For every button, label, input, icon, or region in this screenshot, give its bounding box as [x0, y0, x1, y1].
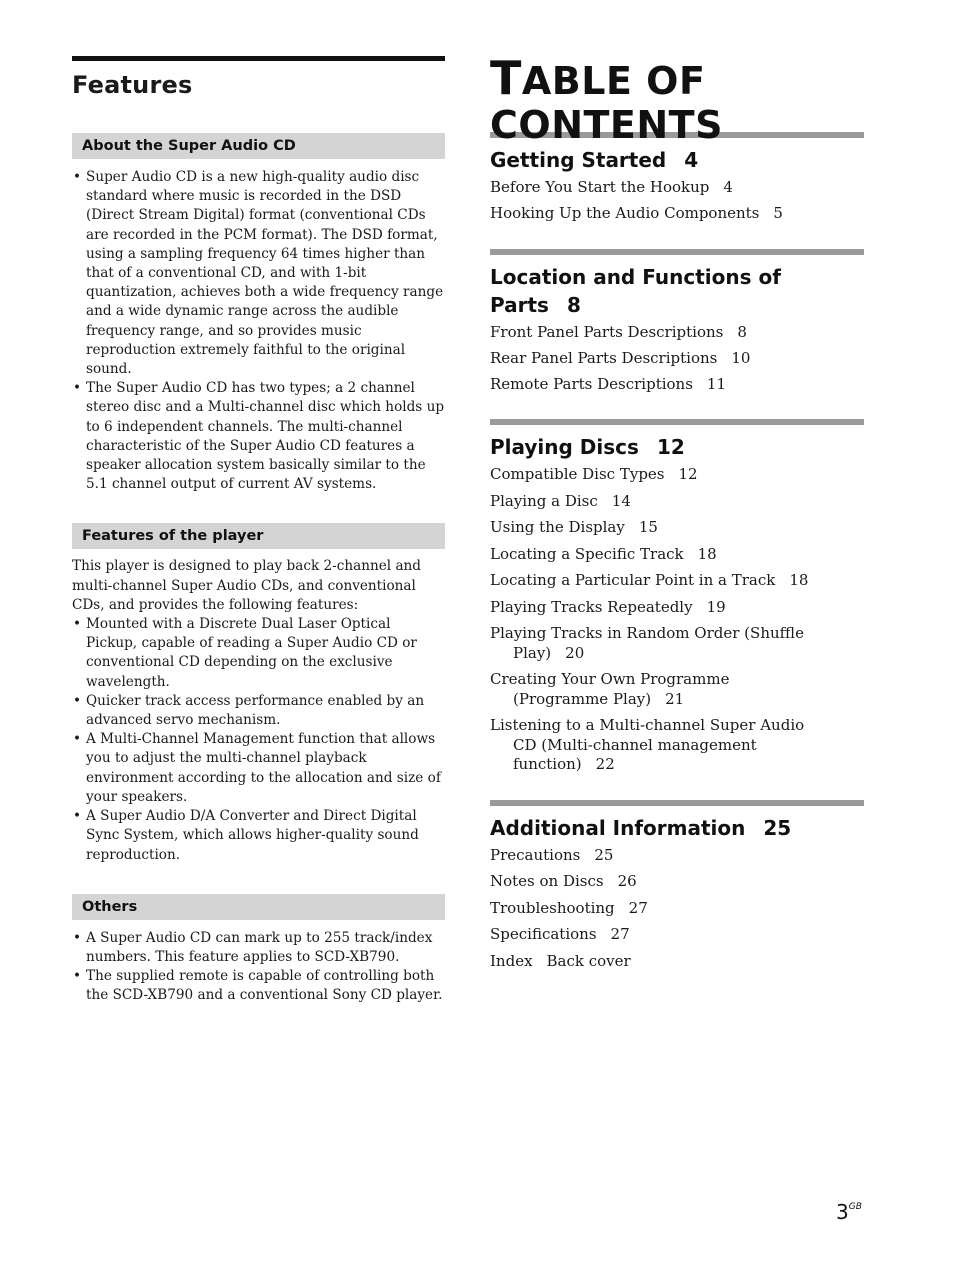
- section-heading-features-of-player: Features of the player: [72, 523, 445, 549]
- player-intro-text: This player is designed to play back 2-channel and multi-channel Super Audio CDs, and conventional CDs, and provides the following features:: [72, 558, 422, 613]
- toc-entry-page: 11: [706, 374, 727, 393]
- toc-entry: [490, 492, 864, 512]
- toc-entry: [490, 716, 864, 775]
- toc-section-playing-discs: [490, 419, 864, 775]
- toc-entry-text: Locating a Particular Point in a Track: [490, 571, 776, 589]
- toc-entry-text: Index: [490, 951, 533, 970]
- toc-entry: [490, 598, 864, 618]
- toc-entry-page: 18: [697, 544, 717, 563]
- toc-entry-page: 26: [617, 872, 637, 890]
- toc-entry-page: 15: [638, 518, 658, 536]
- toc-section-rule: [490, 800, 864, 806]
- toc-title-initial: T: [490, 51, 522, 105]
- toc-section-heading: [490, 146, 864, 174]
- toc-heading-page: 8: [566, 292, 581, 317]
- toc-entry-page: 14: [611, 491, 631, 510]
- features-section-about: [72, 133, 445, 494]
- toc-entry: [490, 204, 864, 224]
- toc-section-rule: [490, 419, 864, 425]
- features-column: [72, 56, 445, 1006]
- toc-entry-page: 10: [731, 348, 751, 367]
- toc-heading-page: 4: [684, 148, 699, 172]
- toc-heading-text: Additional Information: [490, 815, 746, 840]
- toc-entry-page: 8: [737, 322, 747, 341]
- toc-entry: [490, 375, 864, 395]
- toc-entry: [490, 899, 864, 919]
- toc-entry-text: Using the Display: [490, 518, 625, 536]
- toc-section-getting-started: [490, 132, 864, 224]
- toc-entry: [490, 925, 864, 945]
- toc-heading-page: 25: [763, 815, 792, 840]
- toc-section-additional-information: [490, 800, 864, 972]
- toc-entry-text: Troubleshooting: [490, 898, 615, 917]
- toc-entry: [490, 349, 864, 369]
- page-number: [836, 1200, 862, 1224]
- toc-entry-text: Hooking Up the Audio Components: [490, 204, 760, 222]
- toc-entry-page: 25: [594, 845, 614, 864]
- others-bullet-list: [72, 929, 445, 1006]
- toc-entry-text: Precautions: [490, 845, 581, 864]
- toc-entry-text: Creating Your Own Programme (Programme Play): [490, 670, 730, 708]
- page-number-suffix: GB: [848, 1202, 862, 1212]
- toc-entry-page: 21: [665, 689, 685, 708]
- player-bullet-list: [72, 615, 445, 865]
- features-top-rule: [72, 56, 445, 61]
- toc-entry-page: Back cover: [546, 951, 631, 970]
- toc-entry: [490, 872, 864, 892]
- toc-entry-page: 4: [723, 178, 733, 196]
- toc-entry: [490, 518, 864, 538]
- toc-entry: [490, 465, 864, 485]
- toc-entry: [490, 952, 864, 972]
- toc-heading-page: 12: [656, 435, 685, 459]
- toc-entry: [490, 178, 864, 198]
- section-heading-about-super-audio-cd: About the Super Audio CD: [72, 133, 445, 159]
- toc-heading-text: Getting Started: [490, 148, 667, 172]
- toc-entry-text: Remote Parts Descriptions: [490, 374, 693, 393]
- toc-entry-text: Playing Tracks in Random Order (Shuffle Play): [490, 624, 804, 662]
- list-item: • Quicker track access performance enabled by an advanced servo mechanism.: [72, 692, 445, 730]
- toc-entry-text: Compatible Disc Types: [490, 465, 665, 483]
- toc-section-rule: [490, 249, 864, 255]
- toc-entry-page: 20: [565, 643, 585, 662]
- toc-entry-text: Rear Panel Parts Descriptions: [490, 348, 718, 367]
- list-item: • The Super Audio CD has two types; a 2 channel stereo disc and a Multi-channel disc which holds up to 6 independent channels. The multi-channel characteristic of the Super Audio CD features a speaker allocation system basically similar to the 5.1 channel output of current AV systems.: [72, 379, 445, 494]
- toc-column: [490, 51, 864, 971]
- toc-section-location-functions: [490, 249, 864, 395]
- toc-entry-text: Notes on Discs: [490, 872, 604, 890]
- list-item: • Mounted with a Discrete Dual Laser Optical Pickup, capable of reading a Super Audio CD or conventional CD depending on the exclusive wavelength.: [72, 615, 445, 692]
- features-title: Features: [72, 71, 193, 99]
- list-item: • A Super Audio CD can mark up to 255 track/index numbers. This feature applies to SCD-XB790.: [72, 929, 445, 967]
- toc-heading-text: Location and Functions of Parts: [490, 264, 781, 317]
- toc-entry-page: 12: [678, 465, 698, 483]
- toc-entry-page: 27: [628, 898, 648, 917]
- list-item: • A Multi-Channel Management function that allows you to adjust the multi-channel playback environment according to the allocation and size of your speakers.: [72, 730, 445, 807]
- toc-section-heading: [490, 814, 864, 842]
- toc-entry: [490, 846, 864, 866]
- list-item: • Super Audio CD is a new high-quality audio disc standard where music is recorded in the DSD (Direct Stream Digital) format (conventional CDs are recorded in the PCM format). The DSD format, using a sampling frequency 64 times higher than that of a conventional CD, and with 1-bit quantization, achieves both a wide frequency range and a wide dynamic range across the audible frequency range, and so provides music reproduction extremely faithful to the original sound.: [72, 168, 445, 379]
- toc-title: [490, 51, 864, 147]
- features-section-player: [72, 523, 445, 864]
- toc-entry: [490, 670, 864, 709]
- toc-entry-page: 19: [706, 597, 726, 616]
- toc-entry-text: Playing Tracks Repeatedly: [490, 597, 693, 616]
- page-number-value: 3: [836, 1200, 849, 1224]
- features-section-others: [72, 894, 445, 1006]
- toc-section-heading: [490, 433, 864, 461]
- toc-heading-text: Playing Discs: [490, 435, 639, 459]
- toc-entry-page: 18: [789, 571, 809, 589]
- toc-entry-page: 27: [610, 925, 630, 943]
- section-heading-others: Others: [72, 894, 445, 920]
- toc-entry: [490, 624, 864, 663]
- toc-entry-text: Playing a Disc: [490, 491, 598, 510]
- list-item: • A Super Audio D/A Converter and Direct Digital Sync System, which allows higher-quality sound reproduction.: [72, 807, 445, 865]
- toc-entry-text: Front Panel Parts Descriptions: [490, 322, 724, 341]
- toc-title-rest: ABLE OF CONTENTS: [490, 59, 723, 147]
- toc-entry-page: 22: [595, 755, 615, 773]
- toc-entry-text: Listening to a Multi-channel Super Audio CD (Multi-channel management function): [490, 716, 805, 773]
- toc-entry-text: Locating a Specific Track: [490, 544, 684, 563]
- toc-entry-text: Before You Start the Hookup: [490, 178, 710, 196]
- toc-entry-page: 5: [773, 204, 783, 222]
- toc-entry: [490, 323, 864, 343]
- toc-entry: [490, 545, 864, 565]
- toc-entry-text: Specifications: [490, 925, 597, 943]
- list-item: • The supplied remote is capable of controlling both the SCD-XB790 and a conventional Sony CD player.: [72, 967, 445, 1005]
- toc-section-heading: [490, 263, 864, 319]
- toc-entry: [490, 571, 864, 591]
- about-bullet-list: [72, 168, 445, 494]
